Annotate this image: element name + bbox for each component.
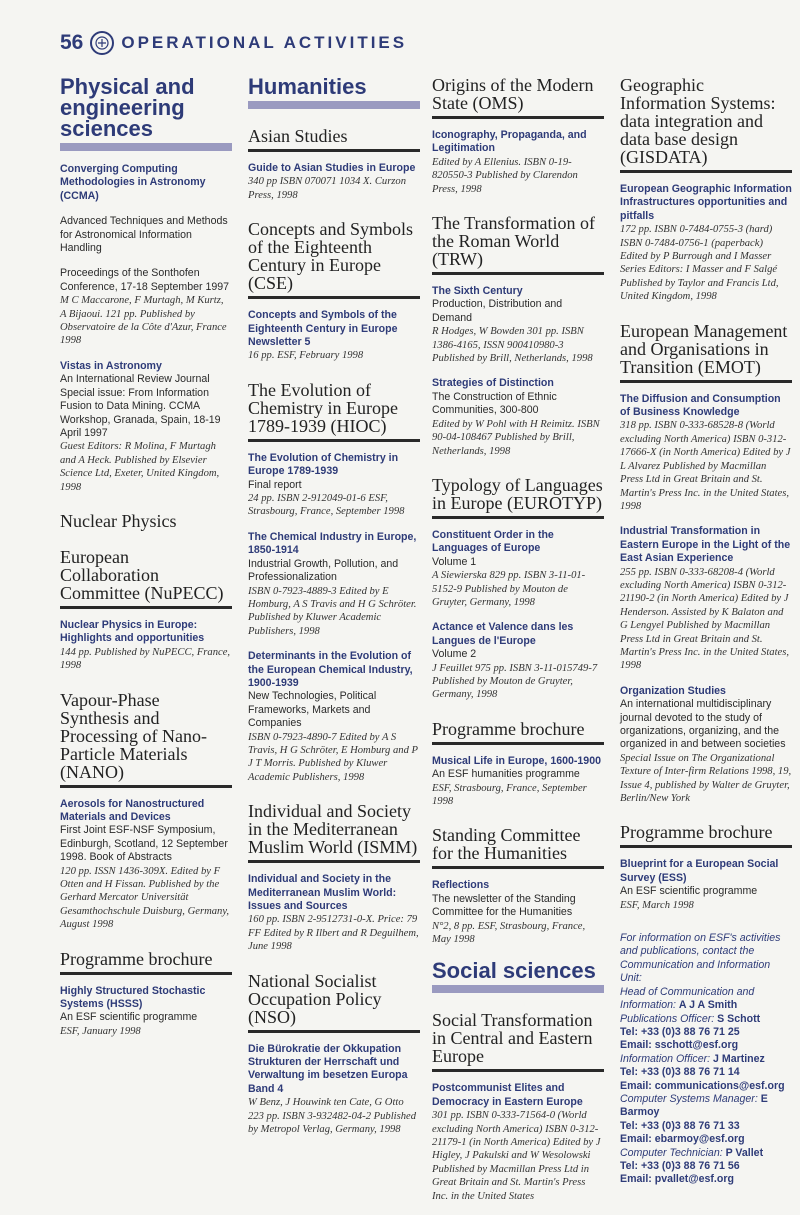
publication-title: Highly Structured Stochastic Systems (HSSS)	[60, 984, 206, 1011]
group-title: Asian Studies	[248, 126, 348, 146]
publication-details: Special Issue on The Organizational Texture of Inter-firm Relations 1998, 19, Issue 4, published by Walter de Gruyter, Berlin/New York	[620, 752, 792, 805]
group-divider	[60, 606, 232, 609]
group-title: European Management and Organisations in Transition (EMOT)	[620, 320, 788, 377]
publication-title: The Sixth Century	[432, 285, 523, 298]
publication-entry	[60, 360, 232, 494]
publication-description: Proceedings of the Sonthofen Conference, 17-18 September 1997	[60, 267, 230, 293]
section-heading: Social sciences	[432, 958, 596, 984]
publication-description: Final report	[248, 478, 302, 491]
contact-value: J Martinez	[713, 1052, 765, 1065]
group-divider	[432, 516, 604, 519]
contact-line	[620, 1053, 792, 1066]
publication-title: Musical Life in Europe, 1600-1900	[432, 754, 601, 767]
column-physical-sciences	[60, 76, 232, 1050]
publication-entry	[432, 285, 604, 365]
publication-title: Strategies of Distinction	[432, 377, 554, 390]
publication-entry	[248, 531, 420, 638]
publication-details: N°2, 8 pp. ESF, Strasbourg, France, May 1998	[432, 920, 586, 946]
publication-title: Iconography, Propaganda, and Legitimation	[432, 129, 587, 155]
contact-label: Computer Technician:	[620, 1146, 726, 1159]
contact-line	[620, 1120, 792, 1133]
publication-entry	[620, 183, 792, 304]
group-divider	[432, 1069, 604, 1072]
publication-description: Production, Distribution and Demand	[432, 298, 563, 324]
publication-details: ESF, March 1998	[620, 899, 694, 911]
publication-entry	[248, 873, 420, 953]
publication-title: Industrial Transformation in Eastern Europe in the Light of the East Asian Experience	[620, 525, 791, 565]
section-divider	[60, 143, 232, 151]
publication-title: Postcommunist Elites and Democracy in Eastern Europe	[432, 1082, 583, 1108]
contact-line	[620, 1160, 792, 1173]
group-divider	[620, 380, 792, 383]
group-title: Vapour-Phase Synthesis and Processing of Nano-Particle Materials (NANO)	[60, 689, 207, 782]
publication-details: 16 pp. ESF, February 1998	[248, 350, 364, 362]
publication-details: 255 pp. ISBN 0-333-68208-4 (World excluding North America) ISBN 0-312-21190-2 (in North America) Edited by J Henderson. Assisted by K Balaton and G Lengyel Published by Macmillan Press Ltd in Great Britain and St. Martin's Press Inc. in the United States, 1998	[620, 566, 789, 672]
publication-description: An ESF humanities programme	[432, 768, 580, 781]
publication-description: First Joint ESF-NSF Symposium, Edinburgh, Scotland, 12 September 1998. Book of Abstracts	[60, 824, 228, 864]
contact-line	[620, 1039, 792, 1052]
publication-title: Die Bürokratie der Okkupation Strukturen der Herrschaft und Verwaltung im besetzen Europa Band 4	[248, 1042, 408, 1095]
contact-line	[620, 1066, 792, 1079]
publication-title: Determinants in the Evolution of the European Chemical Industry, 1900-1939	[248, 650, 413, 689]
publication-title: The Evolution of Chemistry in Europe 1789-1939	[248, 451, 399, 478]
publication-title: The Chemical Industry in Europe, 1850-1914	[248, 530, 417, 557]
publication-description: Advanced Techniques and Methods for Astronomical Information Handling	[60, 215, 228, 255]
section-heading: Physical and engineering sciences	[60, 74, 195, 141]
publication-entry	[432, 879, 604, 946]
publication-description: Volume 1	[432, 555, 477, 568]
publication-title: Individual and Society in the Mediterranean Muslim World: Issues and Sources	[248, 873, 397, 912]
publication-title: Actance et Valence dans les Langues de l'Europe	[432, 621, 574, 647]
group-divider	[60, 972, 232, 975]
publication-description: New Technologies, Political Frameworks, Markets and Companies	[248, 690, 377, 730]
publication-entry	[620, 685, 792, 806]
publication-title: Guide to Asian Studies in Europe	[248, 162, 416, 174]
publication-title: Blueprint for a European Social Survey (ESS)	[620, 858, 779, 884]
group-divider	[248, 1030, 420, 1033]
contact-line	[620, 1093, 792, 1120]
group-title: European Collaboration Committee (NuPECC)	[60, 546, 224, 603]
contact-line	[620, 1173, 792, 1186]
section-heading: Humanities	[248, 74, 367, 99]
publication-details: 340 pp ISBN 070071 1034 X. Curzon Press, 1998	[248, 176, 407, 201]
publication-details: R Hodges, W Bowden 301 pp. ISBN 1386-4165, ISSN 900410980-3 Published by Brill, Netherlands, 1998	[432, 326, 593, 365]
publication-details: ISBN 0-7923-4890-7 Edited by A S Travis, H G Schröter, E Homburg and P J T Morris. Published by Kluwer Academic Publishers, 1998	[248, 731, 418, 783]
group-divider	[432, 866, 604, 869]
publication-title: European Geographic Information Infrastructures opportunities and pitfalls	[620, 183, 792, 222]
group-divider	[620, 170, 792, 173]
publication-description: An international multidisciplinary journal devoted to the study of organizations, organizing, and the organized in and between societies	[620, 698, 786, 751]
group-divider	[248, 439, 420, 442]
publication-entry	[60, 215, 232, 255]
publication-description: An ESF scientific programme	[620, 885, 758, 898]
publication-title: Vistas in Astronomy	[60, 359, 162, 372]
publication-entry	[60, 619, 232, 673]
publication-description: An International Review Journal Special issue: From Information Fusion to Data Mining. CCMA Workshop, Granada, Spain, 18-19 April 1997	[60, 373, 221, 439]
publication-title: Converging Computing Methodologies in Astronomy (CCMA)	[60, 163, 206, 202]
group-title: Programme brochure	[620, 822, 773, 843]
publication-entry	[432, 755, 604, 809]
publication-details: 120 pp. ISSN 1436-309X. Edited by F Otten and H Fissan. Published by the Gerhard Mercator Universität Gesamthochschule Duisburg, Germany, August 1998	[60, 865, 230, 931]
group-title: Standing Committee for the Humanities	[432, 825, 581, 864]
column-humanities	[248, 76, 420, 1148]
contact-line	[620, 986, 792, 1013]
group-divider	[432, 272, 604, 275]
publication-details: 144 pp. Published by NuPECC, France, 1998	[60, 646, 231, 672]
page-number: 56	[60, 31, 84, 54]
publication-details: ISBN 0-7923-4889-3 Edited by E Homburg, A S Travis and H G Schröter. Published by Kluwer Academic Publishers, 1998	[248, 585, 417, 637]
publication-title: Concepts and Symbols of the Eighteenth Century in Europe Newsletter 5	[248, 309, 398, 349]
esf-logo-icon	[90, 31, 114, 55]
publication-title: Nuclear Physics in Europe: Highlights and opportunities	[60, 618, 205, 645]
publication-entry	[60, 267, 232, 347]
publication-entry	[248, 309, 420, 363]
contact-value: Tel: +33 (0)3 88 76 71 33	[620, 1119, 740, 1132]
contact-value: Tel: +33 (0)3 88 76 71 25	[620, 1025, 740, 1038]
group-divider	[248, 296, 420, 299]
publication-details: 160 pp. ISBN 2-9512731-0-X. Price: 79 FF Edited by R Ilbert and R Deguilhem, June 1998	[248, 914, 419, 953]
publication-description: An ESF scientific programme	[60, 1011, 198, 1024]
publication-details: A Siewierska 829 pp. ISBN 3-11-01-5152-9 Published by Mouton de Gruyter, Germany, 1998	[432, 570, 586, 608]
group-title-prefix: Nuclear Physics	[60, 510, 177, 531]
publication-entry	[60, 798, 232, 932]
contact-line	[620, 1080, 792, 1093]
contact-value: S Schott	[717, 1012, 761, 1025]
group-title: Individual and Society in the Mediterranean Muslim World (ISMM)	[248, 801, 418, 858]
publication-entry	[432, 377, 604, 457]
contact-value: Email: communications@esf.org	[620, 1079, 785, 1092]
publication-entry	[432, 621, 604, 701]
publication-details: 318 pp. ISBN 0-333-68528-8 (World excluding North America) ISBN 0-312-17666-X (in North America) Edited by J L Alvarez Published by Macmillan Press Ltd in Great Britain and St. Martin's Press Inc. in the United States, 1998	[620, 420, 791, 512]
group-divider	[432, 116, 604, 119]
publication-details: W Benz, J Houwink ten Cate, G Otto 223 pp. ISBN 3-932482-04-2 Published by Metropol Verlag, Germany, 1998	[248, 1097, 417, 1136]
contact-value: P Vallet	[725, 1146, 764, 1159]
column-humanities-continued	[432, 76, 604, 1215]
contact-label: Head of Communication and Information:	[620, 985, 755, 1012]
publication-title: The Diffusion and Consumption of Business Knowledge	[620, 392, 781, 419]
group-title: Social Transformation in Central and Eastern Europe	[432, 1010, 593, 1067]
contact-value: Email: pvallet@esf.org	[620, 1173, 734, 1186]
column-social-sciences	[620, 76, 792, 1187]
contact-value: Email: ebarmoy@esf.org	[620, 1133, 745, 1146]
publication-description: The Construction of Ethnic Communities, 300-800	[432, 390, 557, 417]
group-title: Origins of the Modern State (OMS)	[432, 75, 594, 113]
group-divider	[60, 785, 232, 788]
group-title: Typology of Languages in Europe (EUROTYP)	[432, 474, 603, 513]
contact-line	[620, 1013, 792, 1026]
publication-entry	[60, 985, 232, 1039]
publication-title: Constituent Order in the Languages of Europe	[432, 528, 554, 555]
contact-label: Information Officer:	[620, 1052, 714, 1065]
contact-value: Tel: +33 (0)3 88 76 71 14	[620, 1066, 740, 1079]
group-title: Programme brochure	[432, 718, 585, 739]
section-divider	[432, 985, 604, 993]
group-title: National Socialist Occupation Policy (NSO)	[248, 970, 382, 1027]
publication-details: M C Maccarone, F Murtagh, M Kurtz, A Bijaoui. 121 pp. Published by Observatoire de la Côte d'Azur, France 1998	[60, 295, 227, 347]
contact-label: For information on ESF's activities and publications, contact the Communication and Information Unit:	[620, 932, 781, 985]
contact-line	[620, 1026, 792, 1039]
contact-value: Tel: +33 (0)3 88 76 71 56	[620, 1159, 740, 1172]
publication-entry	[248, 1043, 420, 1137]
section-divider	[248, 101, 420, 109]
publication-title: Reflections	[432, 879, 490, 892]
publication-entry	[620, 525, 792, 672]
publication-entry	[620, 393, 792, 514]
page-header	[60, 28, 407, 58]
publication-details: 172 pp. ISBN 0-7484-0755-3 (hard) ISBN 0-7484-0756-1 (paperback) Edited by P Burrough and I Masser Series Editors: I Masser and F Salgé Published by Taylor and Francis Ltd, United Kingdom, 1998	[620, 224, 779, 303]
publication-details: Edited by W Pohl with H Reimitz. ISBN 90-04-108467 Published by Brill, Netherlands, 1998	[432, 418, 600, 457]
publication-entry	[248, 162, 420, 202]
publication-entry	[432, 129, 604, 196]
contact-line	[620, 932, 792, 986]
group-divider	[248, 860, 420, 863]
running-head: OPERATIONAL ACTIVITIES	[121, 33, 408, 52]
publication-description: Industrial Growth, Pollution, and Professionalization	[248, 557, 399, 584]
group-title: Programme brochure	[60, 948, 213, 969]
publication-entry	[432, 529, 604, 609]
publication-details: Edited by A Ellenius. ISBN 0-19-820550-3 Published by Clarendon Press, 1998	[432, 156, 578, 195]
group-title: Geographic Information Systems: data integration and data base design (GISDATA)	[620, 75, 776, 167]
group-divider	[432, 742, 604, 745]
publication-entry	[60, 163, 232, 203]
publication-title: Organization Studies	[620, 684, 726, 697]
publication-details: J Feuillet 975 pp. ISBN 3-11-015749-7 Published by Mouton de Gruyter, Germany, 1998	[432, 662, 598, 701]
publication-title: Aerosols for Nanostructured Materials and Devices	[60, 797, 205, 823]
publication-details: ESF, Strasbourg, France, September 1998	[432, 782, 587, 807]
contact-label: Computer Systems Manager:	[620, 1092, 761, 1105]
contact-value: Email: sschott@esf.org	[620, 1039, 739, 1052]
publication-description: The newsletter of the Standing Committee for the Humanities	[432, 892, 576, 919]
group-title: The Evolution of Chemistry in Europe 1789-1939 (HIOC)	[248, 379, 398, 436]
group-title: The Transformation of the Roman World (TRW)	[432, 213, 595, 270]
contact-label: Publications Officer:	[620, 1012, 718, 1025]
publication-description: Volume 2	[432, 648, 477, 661]
publication-entry	[248, 452, 420, 519]
group-title: Concepts and Symbols of the Eighteenth Century in Europe (CSE)	[248, 219, 413, 294]
contact-value: A J A Smith	[678, 999, 738, 1012]
group-divider	[248, 149, 420, 152]
publication-details: 24 pp. ISBN 2-912049-01-6 ESF, Strasbourg, France, September 1998	[248, 493, 405, 518]
publication-details: ESF, January 1998	[60, 1025, 141, 1037]
publication-entry	[620, 858, 792, 912]
publication-entry	[432, 1082, 604, 1203]
publication-entry	[248, 650, 420, 784]
contact-line	[620, 1147, 792, 1160]
contact-block	[620, 932, 792, 1187]
publication-details: 301 pp. ISBN 0-333-71564-0 (World excluding North America) ISBN 0-312-21179-1 (in North America) Edited by J Higley, J Pakulski and W Wesolowski Published by Macmillan Press Ltd in Great Britain and St. Martin's Press Inc. in the United States	[432, 1110, 601, 1202]
group-divider	[620, 845, 792, 848]
publication-details: Guest Editors: R Molina, F Murtagh and A Heck. Published by Elsevier Science Ltd, Exeter, United Kingdom, 1998	[60, 441, 220, 493]
contact-line	[620, 1133, 792, 1146]
contact-value: E Barmoy	[620, 1092, 768, 1119]
